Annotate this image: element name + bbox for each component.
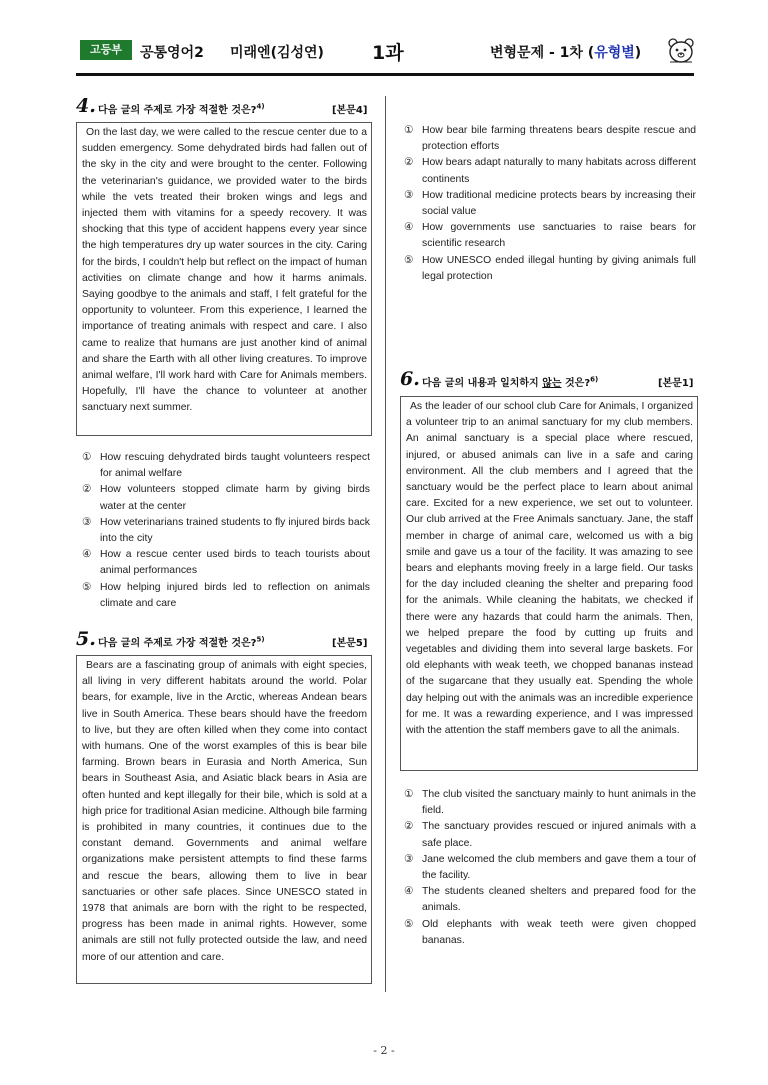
question-4-passage: On the last day, we were called to the rescue center due to a sudden emergency. Some dehydrated birds had fallen out of the sky in the city and were brought to the center. Following the veterinarian's guidance, we provided water to the birds while the vets treated their broken wings and legs and injected them with vitamins for a speedy recovery. It was shocking that this type of accident happens every year since the high temperatures dry up water sources in the city. Caring for the birds, I couldn't help but reflect on the impact of human activities on climate change and how it harms animals. Saying goodbye to the animals and staff, I felt grateful for the opportunity to volunteer. From this experience, I learned the importance of treating animals with respect and care. I also came to realize that humans are just another kind of animal and share the Earth with all other living creatures. To improve animal welfare, I'll work hard with Care for Animals members. Hopefully, I'll have the chance to volunteer at another sanctuary next summer. — [76, 122, 372, 436]
subject-title: 공통영어2 — [140, 45, 204, 61]
choice-text: How a rescue center used birds to teach tourists about animal performances — [100, 549, 370, 577]
choice-text: How volunteers stopped climate harm by giving birds water at the center — [100, 484, 370, 512]
question-prompt: 다음 글의 내용과 일치하지 않는 것은?$^{6)}$ — [422, 375, 599, 389]
question-6-passage: As the leader of our school club Care for Animals, I organized a volunteer trip to an animal sanctuary for my club members. An animal sanctuary is a special place where rescued, injured, or abused animals can live in a safe and caring environment. All the club members and I agreed that the sanctuary would be the perfect place to learn about animal care. Excited for a new experience, we set out to volunteer. Our club arrived at the Free Animals sanctuary. Jane, the staff member in charge of animal care, welcomed us with a big smile and gave us a tour of the facility. It was amazing to see bears and elephants moving freely in a large field. Our tasks for the day included cleaning the shelter and preparing food for the animals. While cleaning the habitats, we checked if there were any hazards that could harm the animals. Then, we helped prepare the food by cutting up fruits and vegetables and dividing them into several large baskets. For old elephants with weak teeth, we chopped bananas instead of the sugarcane that they usually eat. Spending the whole day helping out with the animals was an incredible experience for me. It was a rewarding experience, and I was impressed with the attention the staff members gave to all the animals. — [400, 396, 698, 771]
choice-mark: ② — [404, 157, 414, 169]
choice-mark: ⑤ — [82, 581, 92, 593]
choice-mark: ④ — [82, 549, 92, 561]
choice-text: How bears adapt naturally to many habitats across different continents — [422, 157, 696, 185]
choice-mark: ① — [404, 125, 414, 136]
question-6-choices — [404, 787, 696, 949]
choice-mark: ① — [82, 452, 92, 463]
source-tag: [본문4] — [332, 105, 368, 116]
choice-mark: ② — [404, 821, 414, 833]
choice-item[interactable] — [404, 253, 696, 285]
level-badge: 고등부 — [80, 40, 132, 60]
test-title-prefix: 변형문제 - 1차 ( — [490, 45, 595, 61]
question-5-passage: Bears are a fascinating group of animals with eight species, all living in very different habitats around the world. Polar bears, for example, live in the Arctic, whereas Andean bears live in South America. These bears should have the freedom to live, but they are often killed when they come into contact with humans. One of the worst examples of this is bear bile farming. Brown bears in Eurasia and North America, Sun bears in Southeast Asia, and Asiatic black bears in Asia are often hunted and kept illegally for their bile, which is sold at a high price for traditional Asian medicine. Although bile farming is prohibited in many countries, it continues due to the constant demand. Governments and animal welfare organizations make persistent attempts to find these farms and rescue the bears, allowing them to live in bear sanctuaries or other safe places. Since UNESCO stated in 1978 that animals are born with the right to be respected, progress has been made in animal rights. However, some animals are still not fully protected outside the law, and need more of our attention and care. — [76, 655, 372, 984]
textbook-source: 미래엔(김성연) — [230, 45, 324, 61]
question-prompt: 다음 글의 주제로 가장 적절한 것은?$^{5)}$ — [98, 635, 265, 649]
test-type: 유형별 — [594, 45, 635, 61]
choice-text: The sanctuary provides rescued or injured animals with a safe place. — [422, 821, 696, 849]
choice-item[interactable] — [82, 515, 370, 547]
question-prompt: 다음 글의 주제로 가장 적절한 것은?$^{4)}$ — [98, 102, 265, 116]
choice-item[interactable] — [82, 450, 370, 482]
choice-text: How UNESCO ended illegal hunting by giving animals full legal protection — [422, 254, 696, 282]
footnote-ref: 4) — [256, 102, 265, 111]
question-5-header — [76, 628, 370, 650]
choice-item[interactable] — [404, 787, 696, 819]
question-number: 6. — [400, 368, 420, 390]
question-number: 4. — [76, 95, 96, 117]
choice-text: Old elephants with weak teeth were given chopped bananas. — [422, 918, 696, 946]
question-number: 5. — [76, 628, 96, 650]
choice-item[interactable] — [82, 482, 370, 514]
question-5-choices — [404, 123, 696, 285]
question-4-header — [76, 95, 370, 117]
choice-text: How bear bile farming threatens bears despite rescue and protection efforts — [422, 125, 696, 153]
choice-text: The club visited the sanctuary mainly to hunt animals in the field. — [422, 789, 696, 817]
page-number: - 2 - — [373, 1044, 395, 1057]
question-4-choices — [82, 450, 370, 612]
header-rule — [76, 73, 694, 76]
choice-item[interactable] — [404, 155, 696, 187]
column-divider — [385, 96, 386, 992]
footnote-ref: 5) — [256, 635, 265, 644]
choice-mark: ⑤ — [404, 254, 414, 266]
question-6-header — [400, 368, 696, 390]
choice-mark: ③ — [82, 516, 92, 528]
bear-face-icon — [666, 36, 696, 66]
choice-text: How helping injured birds led to reflection on animals climate and care — [100, 581, 370, 609]
choice-mark: ⑤ — [404, 918, 414, 930]
choice-text: How governments use sanctuaries to raise bears for scientific research — [422, 222, 696, 250]
choice-text: Jane welcomed the club members and gave them a tour of the facility. — [422, 853, 696, 882]
choice-text: How traditional medicine protects bears by increasing their social value — [422, 189, 696, 218]
choice-item[interactable] — [404, 917, 696, 949]
lesson-number: 1과 — [372, 42, 404, 64]
choice-item[interactable] — [404, 220, 696, 252]
choice-mark: ④ — [404, 222, 414, 234]
choice-item[interactable] — [404, 819, 696, 851]
negation-underline: 않는 — [542, 378, 562, 389]
footnote-ref: 6) — [590, 375, 599, 384]
choice-item[interactable] — [404, 188, 696, 220]
choice-text: How rescuing dehydrated birds taught volunteers respect for animal welfare — [100, 452, 370, 480]
choice-item[interactable] — [404, 884, 696, 916]
source-tag: [본문5] — [332, 638, 368, 649]
test-title-suffix: ) — [634, 45, 642, 61]
choice-text: The students cleaned shelters and prepared food for the animals. — [422, 886, 696, 914]
choice-item[interactable] — [404, 123, 696, 155]
choice-mark: ① — [404, 789, 414, 800]
choice-mark: ④ — [404, 886, 414, 898]
choice-mark: ③ — [404, 853, 414, 865]
choice-mark: ② — [82, 484, 92, 496]
choice-item[interactable] — [82, 547, 370, 579]
choice-text: How veterinarians trained students to fly injured birds back into the city — [100, 516, 370, 545]
choice-item[interactable] — [82, 580, 370, 612]
test-title — [490, 42, 641, 62]
page-header — [80, 36, 700, 68]
choice-item[interactable] — [404, 852, 696, 884]
choice-mark: ③ — [404, 189, 414, 201]
source-tag: [본문1] — [658, 378, 694, 389]
